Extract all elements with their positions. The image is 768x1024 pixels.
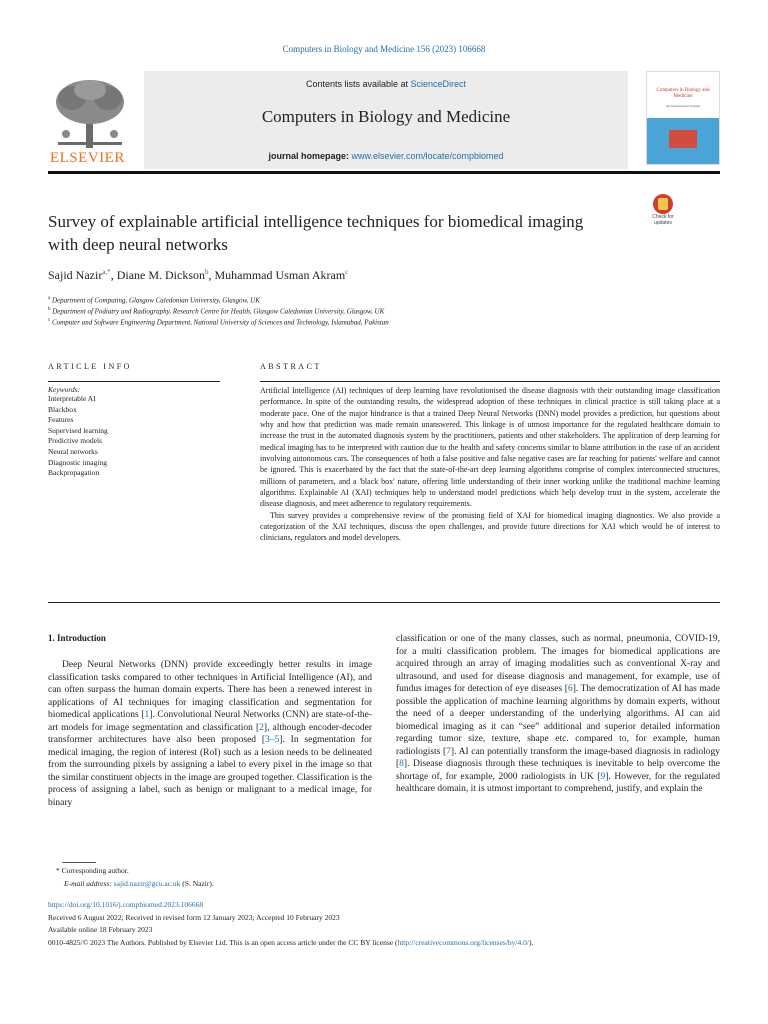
- cover-title: Computers in Biology and Medicine: [656, 88, 710, 99]
- check-for-updates-badge[interactable]: [645, 192, 681, 232]
- email-label: E-mail address:: [64, 879, 114, 888]
- sciencedirect-link[interactable]: ScienceDirect: [410, 79, 467, 89]
- contents-line: [144, 79, 628, 89]
- license-suffix: ).: [528, 938, 534, 947]
- doi-link[interactable]: https://doi.org/10.1016/j.compbiomed.2023.106668: [48, 900, 204, 909]
- abstract-paragraph: This survey provides a comprehensive review of the promising field of XAI for biomedical imaging diagnostics. We also provide a categorization of the XAI techniques, discuss the open challenges, and provide future directions for XAI which would be of interest to clinicians, regulators and model developers.: [260, 510, 720, 543]
- elsevier-logo[interactable]: [48, 70, 136, 170]
- keyword-item: Interpretable AI: [48, 394, 96, 403]
- body-text: ]. The democratization of AI has made possible the application of machine learning algorithms by domain experts, without the need of a deeper understanding of the underlying algorithms. AI can aid biomedical imaging as it can “see” additional and superior detailed information regarding tumor size, texture, shape etc. compared to, for example, human radiologists [: [396, 684, 720, 757]
- abstract-heading: ABSTRACT: [260, 362, 322, 371]
- body-text: ]. AI can potentially transform the image-based diagnosis in radiology [: [396, 746, 720, 769]
- abstract-rule: [48, 602, 720, 603]
- doi-link-line: [48, 900, 203, 909]
- abstract-paragraph: Artificial Intelligence (AI) techniques of deep learning have revolutionised the disease diagnosis with their outstanding image classification performance. In spite of the outstanding results, the widespread adoption of these techniques in clinical practice is still taking place at a moderate pace. One of the major hindrance is that a trained Deep Neural Networks (DNN) model provides a prediction, but questions about why and how that prediction was made remain unanswered. This linkage is of utmost importance for the regulated healthcare domain to increase the trust in the automated diagnosis system by the practitioners, patients and other stakeholders. The application of deep learning for medical imaging has to be interpreted with caution due to the health and safety concerns similar to blame attribution in the case of an accident involving autonomous cars. The consequences of both a false positive and false negative cases are far reaching for patients' welfare and cannot be ignored. This is exacerbated by the fact that the state-of-the-art deep learning algorithms comprise of complex interconnected structures, millions of parameters, and a 'black box' nature, offering little understanding of their inner working unlike the traditional machine learning algorithms. Explainable AI (XAI) techniques help to understand model predictions which help develop trust in the system, accelerate the disease diagnosis, and meet adherence to regulatory requirements.: [260, 386, 720, 509]
- cover-subtitle: An International Journal: [665, 104, 701, 108]
- footnote-rule: [62, 862, 96, 863]
- email-note: [64, 879, 214, 889]
- affiliation: [48, 296, 260, 304]
- keyword-item: Supervised learning: [48, 425, 108, 435]
- corresponding-text: Corresponding author.: [61, 866, 129, 875]
- cover-graphic: [669, 130, 697, 148]
- elsevier-tree-icon: [52, 76, 128, 150]
- citation-link[interactable]: 3–5: [265, 735, 280, 745]
- license-link[interactable]: http://creativecommons.org/licenses/by/4.0/: [397, 938, 529, 947]
- cover-top: [647, 72, 719, 118]
- body-text-left: [48, 659, 372, 809]
- license-line: [48, 938, 533, 947]
- body-text: classification or one of the many classes, such as normal, pneumonia, COVID-19, for a multi classification problem. The images for biomedical applications are acquired through an array of imaging modalities such as conventional X-ray and ultrasound, and used for disease diagnosis and management, for example, use of fundus images for detection of eye diseases [: [396, 634, 720, 694]
- body-text-right: [396, 633, 720, 796]
- author-sep: ,: [208, 268, 215, 282]
- citation-link[interactable]: 7: [446, 746, 451, 757]
- journal-cover[interactable]: [646, 71, 720, 165]
- received-dates: Received 6 August 2022; Received in revised form 12 January 2023; Accepted 10 February 2023: [48, 913, 340, 922]
- homepage-link[interactable]: www.elsevier.com/locate/compbiomed: [351, 151, 504, 161]
- author-name[interactable]: Muhammad Usman Akram: [214, 268, 346, 282]
- keyword-item: Diagnostic imaging: [48, 457, 107, 467]
- body-text: ]. However, for the regulated healthcare domain, it is utmost important to comprehend, justify, and explain the: [396, 771, 720, 794]
- citation-link[interactable]: 6: [567, 684, 573, 694]
- affiliation: [48, 307, 384, 315]
- author-affil-mark[interactable]: a,*: [102, 268, 111, 276]
- affiliation-key: b: [48, 307, 51, 312]
- article-title: Survey of explainable artificial intelligence techniques for biomedical imaging with deep neural networks: [48, 212, 584, 254]
- body-text: ]. In segmentation for medical imaging, the region of interest (RoI) such as a lesion needs to be delineated from the surrounding pixels by assigning a label to every pixel in the image so that the similar constituent objects in the image are grouped together. Classification is the process of assigning a label, such as benign or malignant to a medical image, for binary: [48, 735, 373, 808]
- affiliation-text: Department of Podiatry and Radiography, Research Centre for Health, Glasgow Caledonian University, Glasgow, UK: [52, 307, 385, 316]
- article-info-heading: ARTICLE INFO: [48, 362, 132, 371]
- author-name[interactable]: Sajid Nazir: [48, 268, 103, 282]
- email-suffix: (S. Nazir).: [180, 879, 214, 888]
- abstract-box: [260, 381, 720, 544]
- keywords-label: Keywords:: [48, 385, 81, 394]
- body-text: ]. Convolutional Neural Networks (CNN) are state-of-the-art models for image segmentation and classification [: [48, 710, 372, 733]
- keyword-item: Neural networks: [48, 446, 98, 456]
- journal-reference[interactable]: Computers in Biology and Medicine 156 (2023) 106668: [282, 44, 486, 54]
- author-sep: ,: [110, 268, 117, 282]
- masthead-rule: [48, 171, 720, 174]
- citation-link[interactable]: 2: [259, 722, 264, 733]
- keywords-box: [48, 381, 220, 479]
- affiliation-text: Department of Computing, Glasgow Caledonian University, Glasgow, UK: [51, 296, 260, 305]
- email-link[interactable]: sajid.nazir@gcu.ac.uk: [113, 879, 181, 888]
- body-text: Deep Neural Networks (DNN) provide exceedingly better results in image classification tasks compared to other techniques in Artificial Intelligence (AI), and can often surpass the human domain experts. There has been a renewed interest in applications of AI techniques for imaging classification and segmentation for biomedical applications [: [48, 660, 372, 720]
- affiliation-key: a: [48, 296, 51, 301]
- body-text: ], although encoder-decoder transformer architectures have also been proposed [: [48, 722, 373, 745]
- cover-image: [647, 118, 719, 164]
- masthead: [48, 70, 720, 170]
- author-affil-mark[interactable]: b: [205, 268, 209, 276]
- journal-banner: [144, 71, 628, 169]
- citation-link[interactable]: 9: [600, 771, 606, 782]
- corresponding-author-note: * Corresponding author.: [56, 866, 129, 875]
- author-list: [48, 268, 348, 283]
- contents-prefix: Contents lists available at: [305, 79, 411, 89]
- body-text: ]. Disease diagnosis through these techniques is inevitable to help overcome the shortage of, for example, 2000 radiologists in UK [: [396, 759, 720, 782]
- citation-link[interactable]: 8: [399, 759, 404, 769]
- keyword-item: Backpropagation: [48, 468, 100, 478]
- available-online: Available online 18 February 2023: [48, 925, 153, 934]
- keyword-item: Features: [48, 415, 74, 425]
- affiliation: [48, 318, 389, 326]
- section-heading-introduction: 1. Introduction: [48, 633, 106, 643]
- author-affil-mark[interactable]: c: [345, 268, 349, 276]
- publisher-name: ELSEVIER: [50, 150, 125, 166]
- citation-link[interactable]: 1: [144, 710, 150, 720]
- license-prefix: 0010-4825/© 2023 The Authors. Published by Elsevier Ltd. This is an open access article under the CC BY license (: [48, 938, 398, 947]
- journal-title[interactable]: Computers in Biology and Medicine: [261, 107, 511, 126]
- homepage-line: [144, 151, 628, 161]
- keyword-item: Blackbox: [48, 404, 77, 414]
- homepage-prefix: journal homepage:: [268, 151, 352, 161]
- crossmark-label: Check for updates: [652, 214, 674, 226]
- affiliation-key: c: [48, 318, 51, 323]
- crossmark-inner: [658, 198, 668, 210]
- keyword-item: Predictive models: [48, 436, 102, 446]
- affiliation-text: Computer and Software Engineering Department, National University of Sciences and Technology, Islamabad, Pakistan: [51, 318, 389, 327]
- crossmark-icon: [653, 194, 673, 214]
- author-name[interactable]: Diane M. Dickson: [116, 268, 206, 282]
